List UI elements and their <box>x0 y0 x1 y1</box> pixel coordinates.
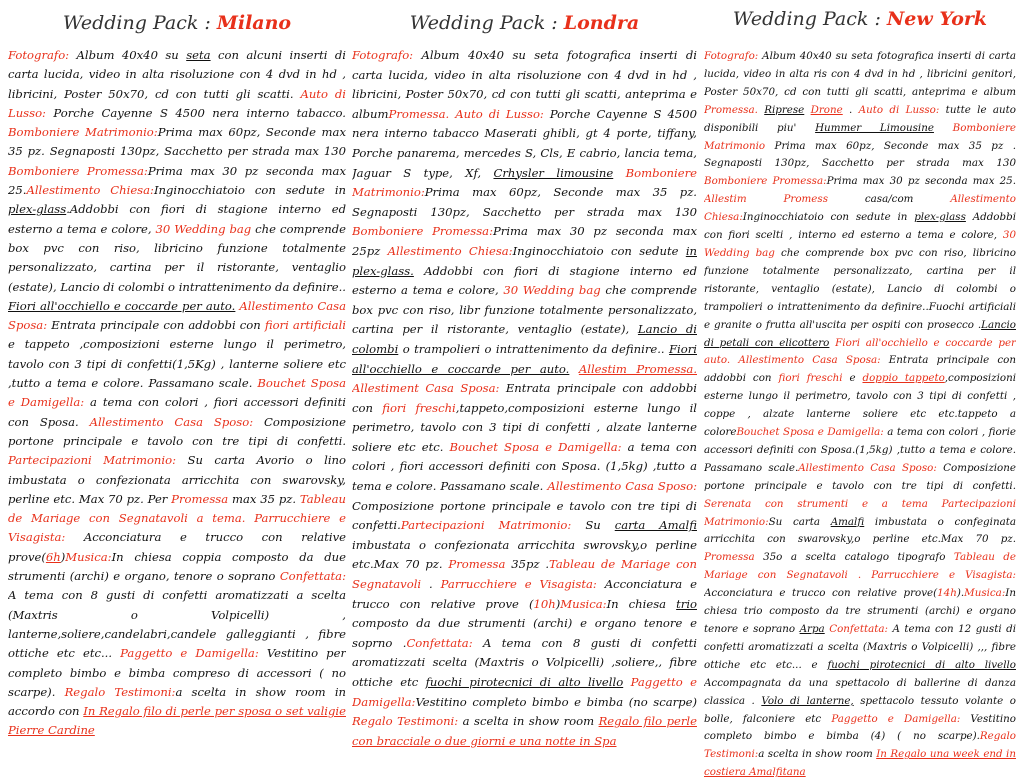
description-text: A tema con 12 gusti di confetti aromatizzati a scelta (Maxtris o Volpicelli) ,,, fibre ottiche etc etc... e <box>704 623 1016 671</box>
section-label: Bouchet Sposa e Damigella: <box>449 439 622 454</box>
description-text: Riprese <box>764 103 805 116</box>
title-prefix: Wedding Pack : <box>732 8 881 30</box>
section-label: Confettata: <box>406 635 473 650</box>
section-label: Bouchet Sposa e Damigella: <box>736 426 884 439</box>
description-text: con alcuni inserti di carta lucida, video in alta risoluzione con 4 dvd in hd , libricini, Poster 50x70, cd con tutti gli scatti. <box>8 48 346 101</box>
description-text: Entrata principale con addobbi con <box>47 318 265 333</box>
description-text: Prima max 60pz, Seconde max 35 pz. Segnaposti 130pz, Sacchetto per strada max 130 <box>352 185 697 219</box>
section-label: Auto di Lusso: <box>8 86 346 120</box>
description-text: Prima max 30 pz seconda max 25. <box>8 163 346 198</box>
section-label: 30 Wedding bag <box>704 229 1016 259</box>
description-text: Su carta Avorio o lino imbustata o confezionata arricchita con swarovsky, perline etc. Max 70 pz. Per <box>8 453 346 506</box>
description-text: In chiesa trio composto da tre strumenti (archi) e organo tenore e soprano <box>704 587 1016 635</box>
section-label: Allestimento Chiesa: <box>704 193 1016 224</box>
section-label: Tableau de Mariage con Segnatavoli . Parrucchiere e Visagista: <box>704 551 1016 582</box>
section-label: Partecipazioni Matrimonio: <box>704 497 1016 528</box>
section-label: Musica: <box>560 596 607 611</box>
section-label: Promessa. <box>704 103 758 116</box>
section-label: 30 Wedding bag <box>503 283 601 298</box>
section-label: Regalo filo perle con bracciale o due giorni e una notte in Spa <box>352 714 697 748</box>
column-new-york <box>704 0 1016 782</box>
section-label: Fotografo: <box>704 50 759 62</box>
section-label: Auto di Lusso: <box>858 103 940 116</box>
description-text: Album 40x40 su <box>69 48 187 62</box>
description-text: Lancio di colombi <box>352 322 697 356</box>
description-text: che comprende box pvc con riso, libricino funzione totalmente personalizzato, cartina per il ristorante, ventaglio (estate), Lancio di colombi o intrattenimento da definire.. <box>8 221 346 294</box>
description-text: ). <box>956 587 965 600</box>
title-prefix: Wedding Pack : <box>409 12 558 34</box>
description-text: Composizione portone principale e tavolo con tre tipi di confetti. <box>704 461 1016 492</box>
description-text: Crhysler limousine <box>493 165 614 180</box>
description-text: ) <box>60 549 66 564</box>
description-text: Composizione portone principale e tavolo con tre tipi di confetti. <box>8 414 346 448</box>
section-label: Promessa <box>171 491 229 506</box>
section-label: Allestimento Casa Sposo: <box>89 414 254 429</box>
description-text: seta <box>186 48 211 62</box>
description-text: fuochi pirotecnici di alto livello <box>425 675 624 689</box>
description-text: Album 40x40 su seta fotografica inserti di carta lucida, video in alta risoluzione con 4 dvd in hd , libricini, Poster 50x70, cd con tutti gli scatti, anteprima e album <box>352 48 697 121</box>
section-label: In Regalo filo di perle per sposa o set valigie Pierre Cardine <box>8 704 346 738</box>
section-label: Musica: <box>964 587 1006 600</box>
description-text: Su <box>571 518 615 533</box>
description-text: max 35 pz. <box>228 491 300 506</box>
description-text: Prima max 60pz, Seconde max 35 pz . Segnaposti 130pz, Sacchetto per strada max 130 <box>704 139 1016 170</box>
description-text: Inginocchiatoio con sedute <box>512 243 686 258</box>
description-text: Addobbi con fiori scelti , interno ed esterno a tema e colore, <box>704 211 1016 242</box>
column-londra <box>352 0 697 751</box>
section-label: 6h <box>45 549 61 564</box>
description-text: Entrata principale con addobbi con <box>704 354 1016 385</box>
description-text: a tema con colori , fiori accessori definiti con Sposa. (1,5kg) ,tutto a tema e colore. Passamano scale. <box>352 439 697 494</box>
section-label: Auto di Lusso: <box>455 106 544 121</box>
description-text: Volo di lanterne, <box>761 694 854 707</box>
description-text: Inginocchiatoio con sedute in <box>742 211 915 224</box>
section-label: Fotografo: <box>352 48 414 62</box>
section-label: Partecipazioni Matrimonio: <box>400 518 572 533</box>
description-text: Su carta <box>768 515 831 528</box>
description-text <box>928 498 942 510</box>
description-text: Prima max 30 pz seconda max 25. <box>826 175 1016 188</box>
city-name: Londra <box>563 12 640 34</box>
description-text: In chiesa coppia composto da due strumenti (archi) e organo, tenore o soprano <box>8 549 346 584</box>
section-label: Regalo Testimoni: <box>64 684 176 699</box>
description-text: o trampolieri o intrattenimento da definire.. <box>398 341 670 356</box>
column-title <box>704 0 1016 48</box>
section-label: Bomboniere Matrimonio: <box>352 165 697 200</box>
package-description <box>8 46 346 741</box>
description-text: tutte le auto disponibili piu' <box>704 103 1016 134</box>
section-label: Allestim Promessa. <box>578 361 697 376</box>
description-text: Composizione portone principale e tavolo con tre tipi di confetti. <box>352 498 697 533</box>
section-label: In Regalo una week end in costiera Amalfitana <box>704 748 1016 779</box>
section-label: Allestimento Casa Sposa: <box>8 298 346 333</box>
section-label: Serenata con strumenti e a tema <box>704 497 928 510</box>
description-text: A tema con 8 gusti di confetti aromatizzati a scelta (Maxtris o Volpicelli) , lanterne,soliere,candelabri,candele galleggianti , fibre ottiche etc etc... <box>8 588 346 661</box>
section-label: 14h <box>937 587 957 600</box>
section-label: Allestim Promess <box>704 193 828 206</box>
description-text: 35pz . <box>505 557 550 572</box>
column-title <box>352 0 697 46</box>
section-label: Tableau de Mariage con Segnatavoli <box>352 557 697 592</box>
description-text: spettacolo tessuto volante o bolle, falconiere etc <box>704 694 1016 725</box>
description-text: che comprende box pvc con riso, libr funzione totalmente personalizzato, cartina per il ristorante, ventaglio (estate), <box>352 283 697 337</box>
description-text: Fiori all'occhiello e coccarde per auto. <box>352 341 697 376</box>
package-description <box>704 48 1016 782</box>
description-text: Accompagnata da una spettacolo di ballerine di danza classica . <box>704 676 1016 707</box>
description-text: e <box>842 372 863 385</box>
description-text: Vestitino completo bimbo e bimba (4) ( no scarpe). <box>704 712 1016 743</box>
description-text: . <box>421 577 441 592</box>
section-label: Allestimento Casa Sposo: <box>547 479 697 494</box>
section-label: Musica: <box>65 549 112 564</box>
description-text: carta Amalfi <box>614 518 697 533</box>
description-text: a tema con colori , fiori accessori definiti con Sposa. <box>8 395 346 429</box>
section-label: Bomboniere Promessa: <box>704 175 827 188</box>
section-label: Fiori all'occhiello e coccarde per auto. Allestimento Casa Sposa: <box>704 336 1016 367</box>
description-text: a scelta in show room in accordo con <box>8 684 346 719</box>
section-label: fiori freschi <box>778 372 843 385</box>
description-text: Album 40x40 su seta fotografica inserti di carta lucida, video in alta ris con 4 dvd in hd , libricini genitori, Poster 50x70, cd con tutti gli scatti, anteprima e album <box>704 50 1016 98</box>
section-label: Confettata: <box>279 569 346 584</box>
description-text: . <box>842 103 859 116</box>
description-text: Amalfi <box>830 515 865 528</box>
title-prefix: Wedding Pack : <box>62 12 211 34</box>
section-label: 30 Wedding bag <box>155 221 252 236</box>
description-text: 35o a scelta catalogo tipografo <box>754 551 954 564</box>
description-text: a tema con colori , fiorie accessori definiti con Sposa.(1,5kg) ,tutto a tema e colore. Passamano scale. <box>704 426 1016 474</box>
description-text: Porche Cayenne S 4500 nera interno tabacco Maserati ghibli, gt 4 porte, tiffany, Porche panarema, mercedes S, Cls, E cabrio, lancia tema, Jaguar S type, Xf, <box>352 106 697 180</box>
description-text: A tema con 8 gusti di confetti aromatizzati scelta (Maxtris o Volpicelli) ,soliere,, fibre ottiche etc <box>352 635 697 689</box>
section-label: Paggetto e Damigella: <box>352 675 697 709</box>
description-text: Porche Cayenne S 4500 nera interno tabacco. <box>45 105 346 120</box>
section-label: Bomboniere Promessa: <box>8 163 148 178</box>
description-text: che comprende box pvc con riso, libricino funzione totalmente personalizzato, cartina per il ristorante, ventaglio (estate), Lancio di colombi o trampolieri o intrattenimento da definire..Fuochi artificiali e granite o frutta all'uscita per ospiti con prosecco . <box>704 246 1016 331</box>
description-text: Fiori all'occhiello e coccarde per auto. <box>8 298 236 313</box>
description-text: Acconciatura e trucco con relative prove( <box>704 587 938 600</box>
description-text <box>623 675 630 689</box>
section-label: Allestimento Chiesa: <box>387 243 513 258</box>
city-name: Milano <box>216 12 292 34</box>
column-title <box>8 0 346 46</box>
description-text: a scelta in show room <box>458 714 599 729</box>
description-text: composto da due strumenti (archi) e organo tenore e soprno . <box>352 616 697 650</box>
section-label: Bouchet Sposa e Damigella: <box>8 376 346 410</box>
section-label: Allestiment Casa Sposa: <box>352 381 500 396</box>
description-text: imbustata o confeginata arricchita con swarovsky,o perline etc.Max 70 pz. <box>704 515 1016 546</box>
description-text: Arpa <box>799 623 825 635</box>
section-label: Drone <box>810 103 843 116</box>
description-text: fuochi pirotecnici di alto livello <box>827 658 1016 671</box>
section-label: Promessa <box>448 557 506 572</box>
description-text: a scelta in show room <box>758 748 877 761</box>
section-label: Fotografo: <box>8 48 70 62</box>
package-description <box>352 46 697 751</box>
description-text: in plex-glass. <box>352 243 697 278</box>
description-text: .Addobbi con fiori di stagione interno ed esterno a tema e colore, <box>8 202 346 236</box>
section-label: fiori freschi <box>382 400 456 415</box>
description-text: In chiesa <box>606 596 677 611</box>
description-text: Prima max 30 pz seconda max 25pz <box>352 224 697 258</box>
description-text: plex-glass <box>8 202 67 217</box>
description-text: ) <box>555 596 561 611</box>
description-text: Prima max 60pz, Seconde max 35 pz. Segnaposti 130pz, Sacchetto per strada max 130 <box>8 125 346 159</box>
section-label: Bomboniere Promessa: <box>352 224 493 239</box>
section-label: Promessa <box>704 551 755 564</box>
section-label: Paggetto e Damigella: <box>120 646 259 661</box>
description-text: Hummer Limousine <box>815 121 934 134</box>
section-label: Promessa. <box>388 106 450 121</box>
description-text: Vestitino completo bimbo e bimba (no scarpe) <box>415 694 697 709</box>
description-text: ,tappeto,composizioni esterne lungo il perimetro, tavolo con 3 tipi di confetti , alzate lanterne soliere etc etc. <box>352 400 697 454</box>
description-text: trio <box>676 596 697 611</box>
description-text: casa/com <box>827 193 951 206</box>
section-label: Tableau de Mariage con Segnatavoli a tema. Parrucchiere e Visagista: <box>8 491 346 545</box>
description-text: imbustata o confezionata arricchita swrovsky,o perline etc.Max 70 pz. <box>352 537 697 572</box>
section-label: Confettata: <box>829 623 888 635</box>
section-label: Regalo Testimoni: <box>352 714 459 729</box>
section-label: Regalo Testimoni: <box>704 730 1016 761</box>
city-name: New York <box>886 8 988 30</box>
description-text: Addobbi con fiori di stagione interno ed esterno a tema e colore, <box>352 263 697 298</box>
section-label: Allestimento Casa Sposo: <box>798 461 937 474</box>
description-text: Lancio di petali con elicottero <box>704 318 1016 349</box>
section-label: fiori artificiali <box>264 318 346 333</box>
section-label: Paggetto e Damigella: <box>831 712 961 725</box>
description-text: Inginocchiatoio con sedute in <box>153 183 346 198</box>
description-text: Acconciatura e trucco con relative prove ( <box>352 577 697 611</box>
section-label: doppio tappeto <box>862 372 945 385</box>
description-text: Acconciatura e trucco con relative prove( <box>8 530 346 564</box>
description-text <box>569 362 579 376</box>
description-text <box>934 122 953 134</box>
section-label: Allestimento Chiesa: <box>26 183 154 198</box>
section-label: Parrucchiere e Visagista: <box>440 577 597 592</box>
section-label: Bomboniere Matrimonio <box>704 121 1016 152</box>
description-text: e tappeto ,composizioni esterne lungo il perimetro, tavolo con 3 tipi di confetti(1,5Kg) , lanterne soliere etc ,tutto a tema e colore. Passamano scale. <box>8 337 346 391</box>
description-text <box>613 166 625 180</box>
column-milano <box>8 0 346 741</box>
description-text: Entrata principale con addobbi con <box>352 381 697 415</box>
section-label: Partecipazioni Matrimonio: <box>8 453 176 468</box>
description-text: ,composizioni esterne lungo il perimetro, tavolo con 3 tipi di confetti , coppe , alzate lanterne soliere etc etc.tappeto a colore <box>704 372 1016 439</box>
description-text: plex-glass <box>914 211 966 224</box>
section-label: 10h <box>533 596 556 611</box>
section-label: Bomboniere Matrimonio: <box>8 125 158 140</box>
description-text: Vestitino per completo bimbo e bimba compreso di accessori ( no scarpe). <box>8 646 346 699</box>
